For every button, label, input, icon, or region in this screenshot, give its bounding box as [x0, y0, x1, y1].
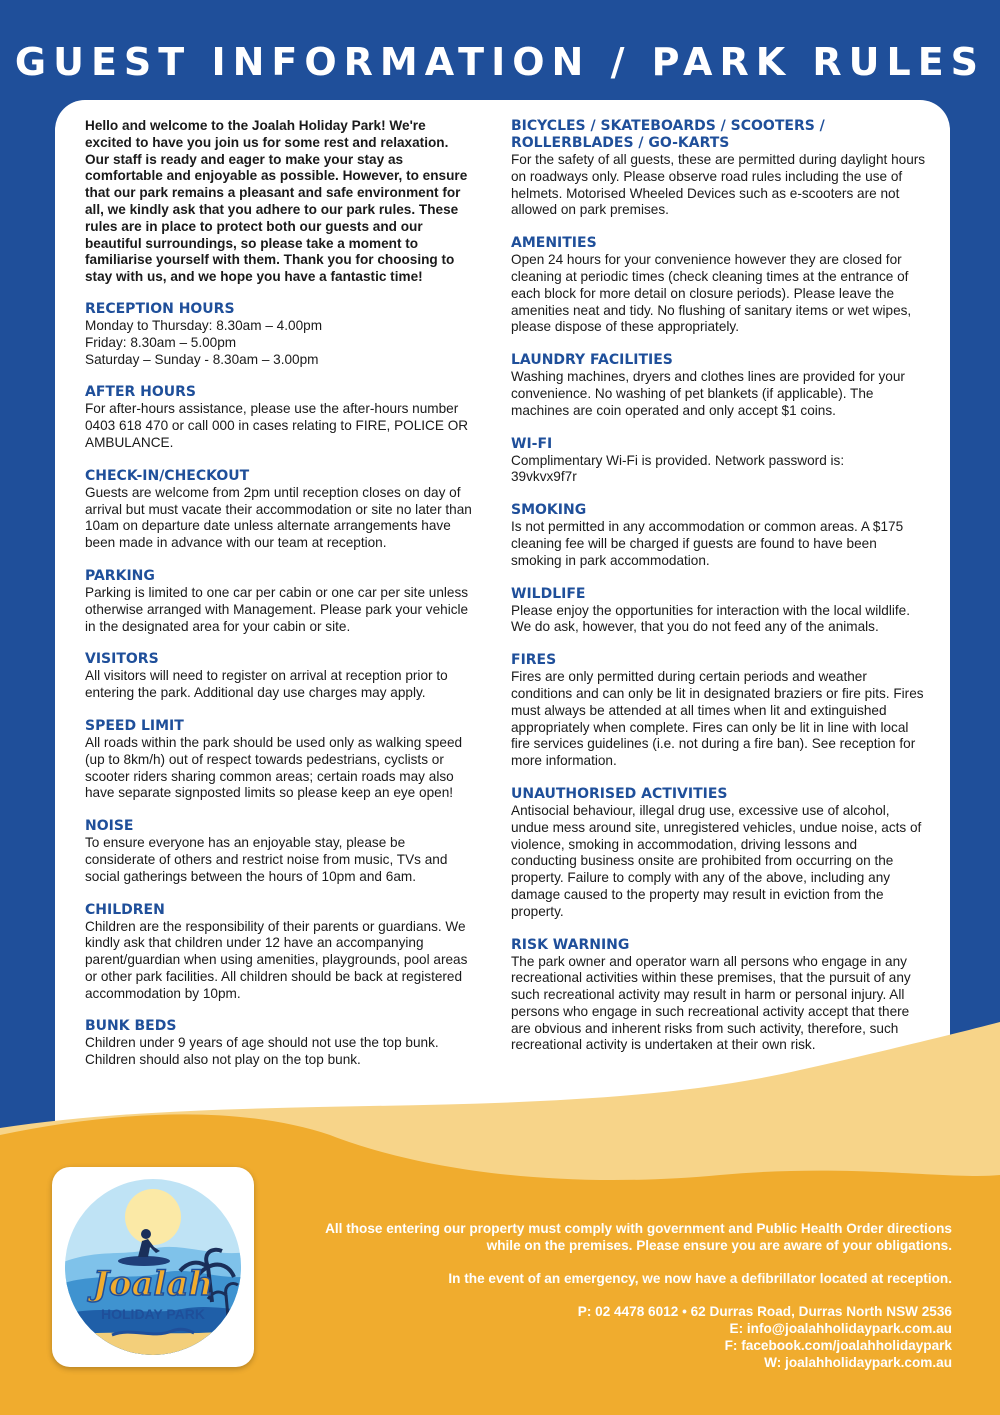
- section-text: Children are the responsibility of their parents or guardians. We kindly ask that children under 12 have an accompanying parent/guardian when using amenities, playgrounds, pool areas or other park facilities. All children should be back at registered accommodation by 10pm.: [85, 918, 468, 1001]
- section-heading: AMENITIES: [511, 235, 597, 252]
- contact-email: E: info@joalahholidaypark.com.au: [729, 1321, 952, 1336]
- section-text: Complimentary Wi-Fi is provided. Network password is:: [511, 452, 845, 468]
- section-text: All visitors will need to register on arrival at reception prior to entering the park. Additional day use charges may apply.: [85, 668, 448, 701]
- section-heading: RISK WARNING: [511, 936, 630, 953]
- section-heading: CHILDREN: [85, 901, 165, 918]
- section-heading: SPEED LIMIT: [85, 717, 184, 734]
- section-text: To ensure everyone has an enjoyable stay, please be considerate of others and restrict noise from music, TVs and social gatherings between the hours of 10pm and 6am.: [85, 835, 448, 884]
- emergency-text: In the event of an emergency, we now have a defibrillator located at reception.: [448, 1271, 952, 1286]
- section-text: For the safety of all guests, these are permitted during daylight hours on roadways only. Please observe road rules including the use of helmets. Motorised Wheeled Devices such as e-scooters are not allowed on park premises.: [511, 152, 926, 218]
- section-text: All roads within the park should be used only as walking speed (up to 8km/h) out of respect towards pedestrians, cyclists or scooter riders sharing common areas; certain roads may also have separate signposted limits so please keep an eye open!: [85, 734, 463, 801]
- section-heading: SMOKING: [511, 502, 587, 519]
- section-text: Monday to Thursday: 8.30am – 4.00pm: [85, 317, 323, 333]
- section-text: Friday: 8.30am – 5.00pm: [85, 334, 237, 350]
- section-text: Fires are only permitted during certain periods and weather conditions and can only be lit in designated braziers or fire pits. Fires must always be attended at all times when lit and extinguished appropriately when complete. Fires can only be lit in line with local fire services guidelines (i.e. not during a fire ban). See reception for more information.: [511, 669, 924, 769]
- section-heading: RECEPTION HOURS: [85, 300, 235, 317]
- section-heading: BICYCLES / SKATEBOARDS / SCOOTERS / ROLLERBLADES / GO-KARTS: [511, 118, 825, 151]
- contact-web: W: joalahholidaypark.com.au: [764, 1355, 952, 1370]
- section-text: For after-hours assistance, please use the after-hours number 0403 618 470 or call 000 in cases relating to FIRE, POLICE OR AMBULANCE.: [85, 401, 469, 450]
- intro-text: Hello and welcome to the Joalah Holiday Park! We're excited to have you join us for some rest and relaxation. Our staff is ready and eager to make your stay as comfortable and enjoyable as possible. However, to ensure that our park remains a pleasant and safe environment for all, we kindly ask that you adhere to our park rules. These rules are in place to protect both our guests and our beautiful surroundings, so please take a moment to familiarise yourself with them. Thank you for choosing to stay with us, and we hope you have a fantastic time!: [85, 118, 468, 285]
- contact-facebook: F: facebook.com/joalahholidaypark: [724, 1338, 952, 1353]
- section-heading: VISITORS: [85, 651, 159, 668]
- page-title: GUEST INFORMATION / PARK RULES: [14, 40, 986, 84]
- contact-phone-address: P: 02 4478 6012 • 62 Durras Road, Durras North NSW 2536: [577, 1304, 952, 1319]
- section-heading: PARKING: [85, 567, 155, 584]
- section-text: Washing machines, dryers and clothes lines are provided for your convenience. No washing of pet blankets (if applicable). The machines are coin operated and only accept $1 coins.: [511, 369, 905, 418]
- section-text: Parking is limited to one car per cabin or one car per site unless otherwise arranged with Management. Please park your vehicle in the designated area for your cabin or site.: [85, 584, 469, 634]
- section-heading: UNAUTHORISED ACTIVITIES: [511, 785, 728, 802]
- section-text: Is not permitted in any accommodation or common areas. A $175 cleaning fee will be charged if guests are found to have been smoking in park accommodation.: [511, 519, 904, 568]
- logo-name: Joalah: [92, 1264, 214, 1304]
- surfer-palm-tree-icon: [52, 1167, 254, 1367]
- section-heading: WILDLIFE: [511, 585, 586, 602]
- logo-subtitle: HOLIDAY PARK: [101, 1306, 205, 1322]
- section-text: The park owner and operator warn all persons who engage in any recreational activities within these premises, that the pursuit of any such recreational activity may result in harm or personal injury. All persons who engage in such recreational activity accept that there are obvious and inherent risks from such activity, therefore, such recreational activity is undertaken at their own risk.: [511, 953, 911, 1053]
- section-heading: BUNK BEDS: [85, 1018, 177, 1035]
- section-text: 39vkvx9f7r: [511, 469, 577, 485]
- section-heading: WI-FI: [511, 435, 553, 452]
- section-heading: LAUNDRY FACILITIES: [511, 352, 673, 369]
- section-heading: NOISE: [85, 818, 134, 835]
- section-text: Antisocial behaviour, illegal drug use, excessive use of alcohol, undue mess around site, unregistered vehicles, undue noise, acts of violence, smoking in accommodation, driving lessons and conducting business onsite are prohibited from occurring on the property. Failure to comply with any of the above, including any damage caused to the property may result in eviction from the property.: [511, 802, 922, 919]
- section-text: Saturday – Sunday - 8.30am – 3.00pm: [85, 351, 319, 367]
- logo-card: [52, 1167, 254, 1367]
- compliance-text: All those entering our property must comply with government and Public Health Order directions while on the premises. Please ensure you are aware of your obligations.: [325, 1221, 952, 1253]
- section-text: Children under 9 years of age should not use the top bunk. Children should also not play on the top bunk.: [85, 1035, 439, 1068]
- section-heading: AFTER HOURS: [85, 384, 197, 401]
- section-heading: CHECK-IN/CHECKOUT: [85, 467, 250, 484]
- footer-info: [312, 1220, 952, 1371]
- section-text: Open 24 hours for your convenience however they are closed for cleaning at periodic times (check cleaning times at the entrance of each block for more detail on closure periods). Please leave the amenities neat and tidy. No flushing of sanitary items or wet wipes, please dispose of these appropriately.: [511, 252, 912, 335]
- section-text: Guests are welcome from 2pm until reception closes on day of arrival but must vacate their accommodation or site no later than 10am on departure date unless alternate arrangements have been made in advance with our team at reception.: [85, 484, 472, 551]
- section-heading: FIRES: [511, 652, 557, 669]
- section-text: Please enjoy the opportunities for interaction with the local wildlife. We do ask, however, that you do not feed any of the animals.: [511, 602, 910, 635]
